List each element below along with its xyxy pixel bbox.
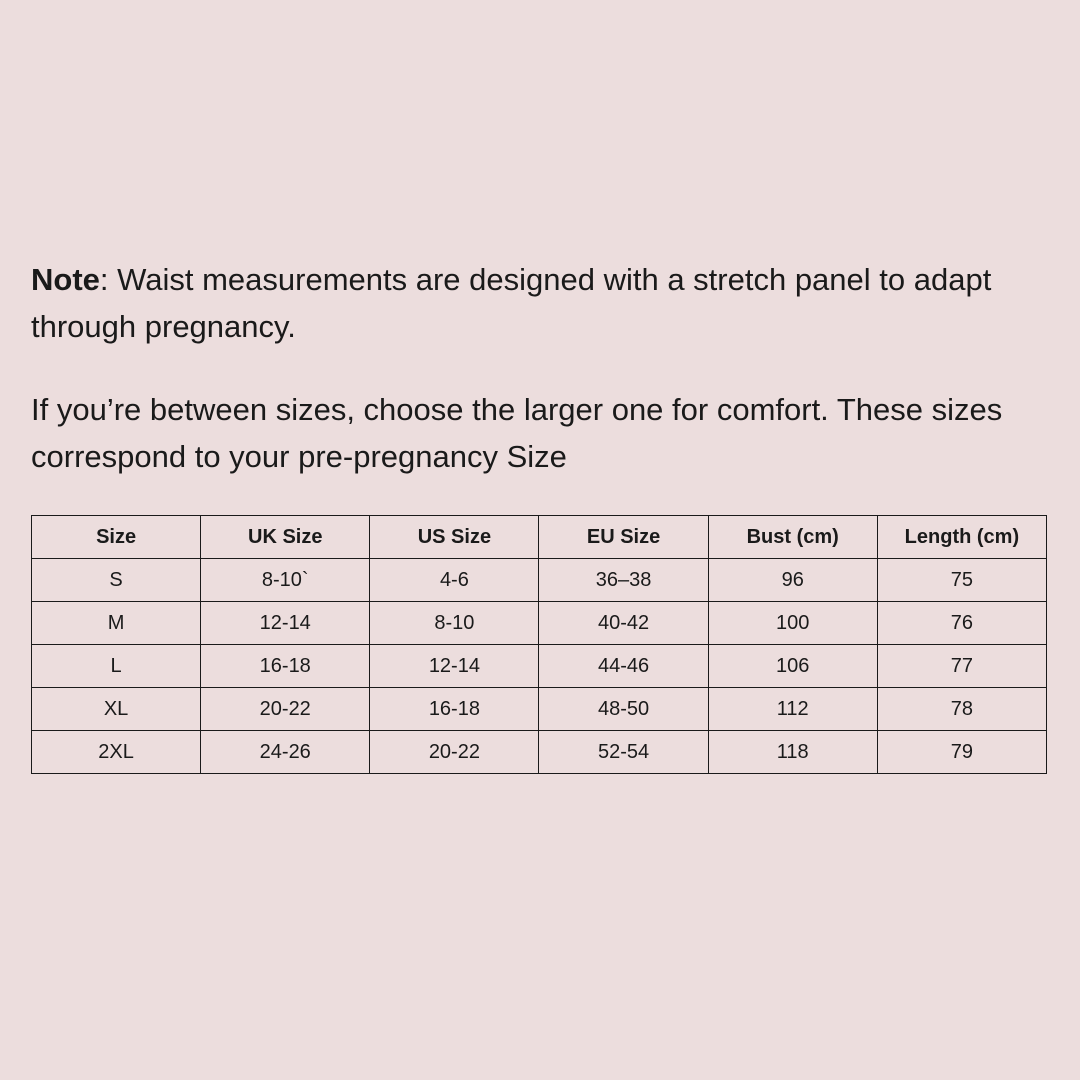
- table-row: [32, 688, 1047, 731]
- cell-uk-size: 24-26: [201, 731, 370, 774]
- cell-uk-size: 8-10`: [201, 559, 370, 602]
- cell-uk-size: 20-22: [201, 688, 370, 731]
- cell-us-size: 8-10: [370, 602, 539, 645]
- header-eu-size: EU Size: [539, 516, 708, 559]
- cell-bust: 112: [708, 688, 877, 731]
- table-row: [32, 645, 1047, 688]
- cell-length: 78: [877, 688, 1046, 731]
- cell-bust: 106: [708, 645, 877, 688]
- note-paragraph: [31, 256, 1041, 350]
- cell-us-size: 16-18: [370, 688, 539, 731]
- cell-us-size: 4-6: [370, 559, 539, 602]
- cell-length: 75: [877, 559, 1046, 602]
- table-row: [32, 731, 1047, 774]
- tip-paragraph: If you’re between sizes, choose the larger one for comfort. These sizes correspond to your pre-pregnancy Size: [31, 392, 1003, 474]
- cell-us-size: 12-14: [370, 645, 539, 688]
- cell-eu-size: 52-54: [539, 731, 708, 774]
- cell-bust: 96: [708, 559, 877, 602]
- cell-length: 79: [877, 731, 1046, 774]
- cell-eu-size: 48-50: [539, 688, 708, 731]
- cell-uk-size: 12-14: [201, 602, 370, 645]
- table-row: [32, 559, 1047, 602]
- cell-size: L: [32, 645, 201, 688]
- header-size: Size: [32, 516, 201, 559]
- cell-size: M: [32, 602, 201, 645]
- table-row: [32, 602, 1047, 645]
- cell-length: 76: [877, 602, 1046, 645]
- note-label: Note: [31, 262, 100, 297]
- cell-size: S: [32, 559, 201, 602]
- cell-bust: 118: [708, 731, 877, 774]
- note-text: : Waist measurements are designed with a stretch panel to adapt through pregnancy.: [31, 262, 992, 344]
- cell-size: XL: [32, 688, 201, 731]
- cell-eu-size: 36–38: [539, 559, 708, 602]
- header-uk-size: UK Size: [201, 516, 370, 559]
- header-us-size: US Size: [370, 516, 539, 559]
- header-length: Length (cm): [877, 516, 1046, 559]
- cell-us-size: 20-22: [370, 731, 539, 774]
- cell-uk-size: 16-18: [201, 645, 370, 688]
- table-header-row: [32, 516, 1047, 559]
- cell-size: 2XL: [32, 731, 201, 774]
- cell-length: 77: [877, 645, 1046, 688]
- cell-eu-size: 40-42: [539, 602, 708, 645]
- cell-eu-size: 44-46: [539, 645, 708, 688]
- cell-bust: 100: [708, 602, 877, 645]
- size-chart-table: [31, 515, 1047, 774]
- header-bust: Bust (cm): [708, 516, 877, 559]
